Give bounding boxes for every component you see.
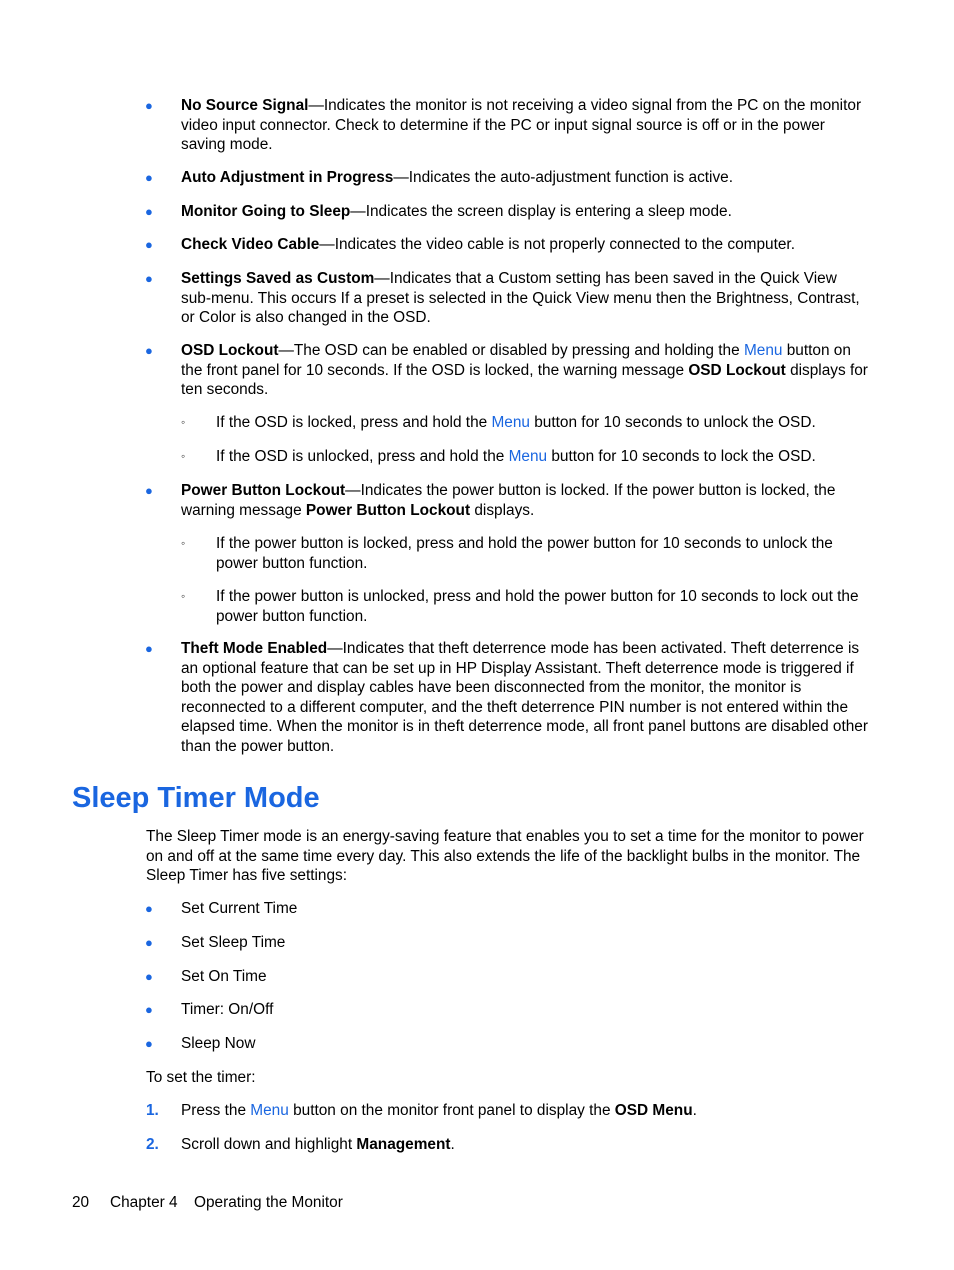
item-term: OSD Lockout <box>181 342 279 359</box>
item-text: The OSD can be enabled or disabled by pressing and holding the <box>293 342 744 359</box>
dash: — <box>345 482 361 499</box>
step-text: button on the monitor front panel to display the <box>288 1102 615 1119</box>
item-term: Check Video Cable <box>181 236 320 253</box>
item-term: Power Button Lockout <box>181 482 346 499</box>
bullet: ● <box>145 1002 153 1017</box>
osd-menu-label: OSD Menu <box>614 1102 693 1119</box>
item-text: Indicates the monitor is not receiving a video signal from the PC on the monitor video input connector. Check to determine if the PC or input signal source is off or in the power saving mode. <box>181 97 862 153</box>
item-term: No Source Signal <box>181 97 309 114</box>
item-term: Auto Adjustment in Progress <box>181 169 394 186</box>
bullet: ● <box>145 98 153 113</box>
page-number: 20 <box>72 1194 90 1211</box>
dash: — <box>308 97 324 114</box>
menu-link[interactable]: Menu <box>508 448 548 465</box>
list-item <box>181 235 871 255</box>
list-item <box>181 341 871 400</box>
bullet: ● <box>145 641 153 656</box>
item-text: Indicates the auto-adjustment function is active. <box>408 169 733 186</box>
bullet: ● <box>145 237 153 252</box>
to-set-label: To set the timer: <box>146 1069 256 1086</box>
item-text: Indicates the video cable is not properly connected to the computer. <box>334 236 795 253</box>
sub-list-item <box>216 413 866 433</box>
chapter-label: Chapter 4 <box>110 1194 178 1211</box>
setting-item: Timer: On/Off <box>181 1001 274 1018</box>
item-text: Indicates that theft deterrence mode has been activated. Theft deterrence is an optional feature that can be set up in HP Display Assistant. Theft deterrence mode is triggered if both the power and display cables have been disconnected from the monitor, the monitor is reconnected to a different computer, and the theft deterrence PIN number is not entered within the elapsed time. When the monitor is in theft deterrence mode, all front panel buttons are disabled other than the power button. <box>181 640 868 755</box>
menu-link[interactable]: Menu <box>250 1102 289 1119</box>
sub-list-item <box>216 447 866 467</box>
sub-list-item: If the power button is unlocked, press and hold the power button for 10 seconds to lock out the power button function. <box>216 588 859 625</box>
bullet: ● <box>145 1036 153 1051</box>
setting-item: Set Current Time <box>181 900 298 917</box>
setting-item: Sleep Now <box>181 1035 256 1052</box>
list-item <box>181 168 871 188</box>
item-text: displays for ten seconds. <box>181 361 868 398</box>
sub-text: If the OSD is unlocked, press and hold the <box>216 448 509 465</box>
step-item <box>181 1135 871 1155</box>
bullet: ● <box>145 969 153 984</box>
dash: — <box>278 342 294 359</box>
warning-message: OSD Lockout <box>688 361 786 379</box>
dash: — <box>350 203 366 220</box>
sub-text: If the OSD is locked, press and hold the <box>216 414 492 431</box>
warning-message: Power Button Lockout <box>305 501 471 519</box>
intro-paragraph: The Sleep Timer mode is an energy-saving feature that enables you to set a time for the monitor to power on and off at the same time every day. This also extends the life of the backlight bulbs in the monitor. The Sleep Timer has five settings: <box>146 828 864 884</box>
sub-bullet: ◦ <box>181 589 186 603</box>
dash: — <box>319 236 335 253</box>
step-number: 2. <box>146 1136 159 1153</box>
item-text: Indicates that a Custom setting has been saved in the Quick View sub-menu. This occurs If a preset is selected in the Quick View menu then the Brightness, Contrast, or Color is also changed in the OSD. <box>181 270 860 326</box>
sub-bullet: ◦ <box>181 536 186 550</box>
sub-bullet: ◦ <box>181 415 186 429</box>
item-term: Theft Mode Enabled <box>181 640 328 657</box>
step-number: 1. <box>146 1102 159 1119</box>
chapter-title: Operating the Monitor <box>194 1194 343 1211</box>
list-item <box>181 481 871 520</box>
dash: — <box>374 270 390 287</box>
list-item <box>181 269 871 328</box>
setting-item: Set Sleep Time <box>181 934 286 951</box>
sub-bullet: ◦ <box>181 449 186 463</box>
sub-text: button for 10 seconds to unlock the OSD. <box>529 414 816 431</box>
bullet: ● <box>145 901 153 916</box>
menu-link[interactable]: Menu <box>491 414 530 431</box>
step-text: Press the <box>181 1102 251 1119</box>
dash: — <box>393 169 409 186</box>
item-term: Settings Saved as Custom <box>181 270 375 287</box>
item-text: displays. <box>470 501 535 519</box>
bullet: ● <box>145 935 153 950</box>
item-text: Indicates the power button is locked. If the power button is locked, the warning message <box>181 482 836 519</box>
step-text: . <box>692 1102 697 1119</box>
menu-link[interactable]: Menu <box>743 342 783 359</box>
bullet: ● <box>145 343 153 358</box>
bullet: ● <box>145 483 153 498</box>
dash: — <box>327 640 343 657</box>
sub-list-item: If the power button is locked, press and hold the power button for 10 seconds to unlock the power button function. <box>216 535 833 572</box>
list-item <box>181 639 871 756</box>
sub-text: button for 10 seconds to lock the OSD. <box>547 448 816 465</box>
section-heading: Sleep Timer Mode <box>72 782 320 814</box>
setting-item: Set On Time <box>181 968 267 985</box>
list-item <box>181 96 871 155</box>
bullet: ● <box>145 170 153 185</box>
step-text: Scroll down and highlight <box>181 1136 357 1153</box>
management-label: Management <box>356 1136 451 1153</box>
step-text: . <box>450 1136 455 1153</box>
list-item <box>181 202 871 222</box>
bullet: ● <box>145 204 153 219</box>
bullet: ● <box>145 271 153 286</box>
item-text: button on the front panel for 10 seconds. If the OSD is locked, the warning message <box>181 342 851 379</box>
item-term: Monitor Going to Sleep <box>181 203 351 220</box>
item-text: Indicates the screen display is entering a sleep mode. <box>365 203 732 220</box>
step-item <box>181 1101 871 1121</box>
